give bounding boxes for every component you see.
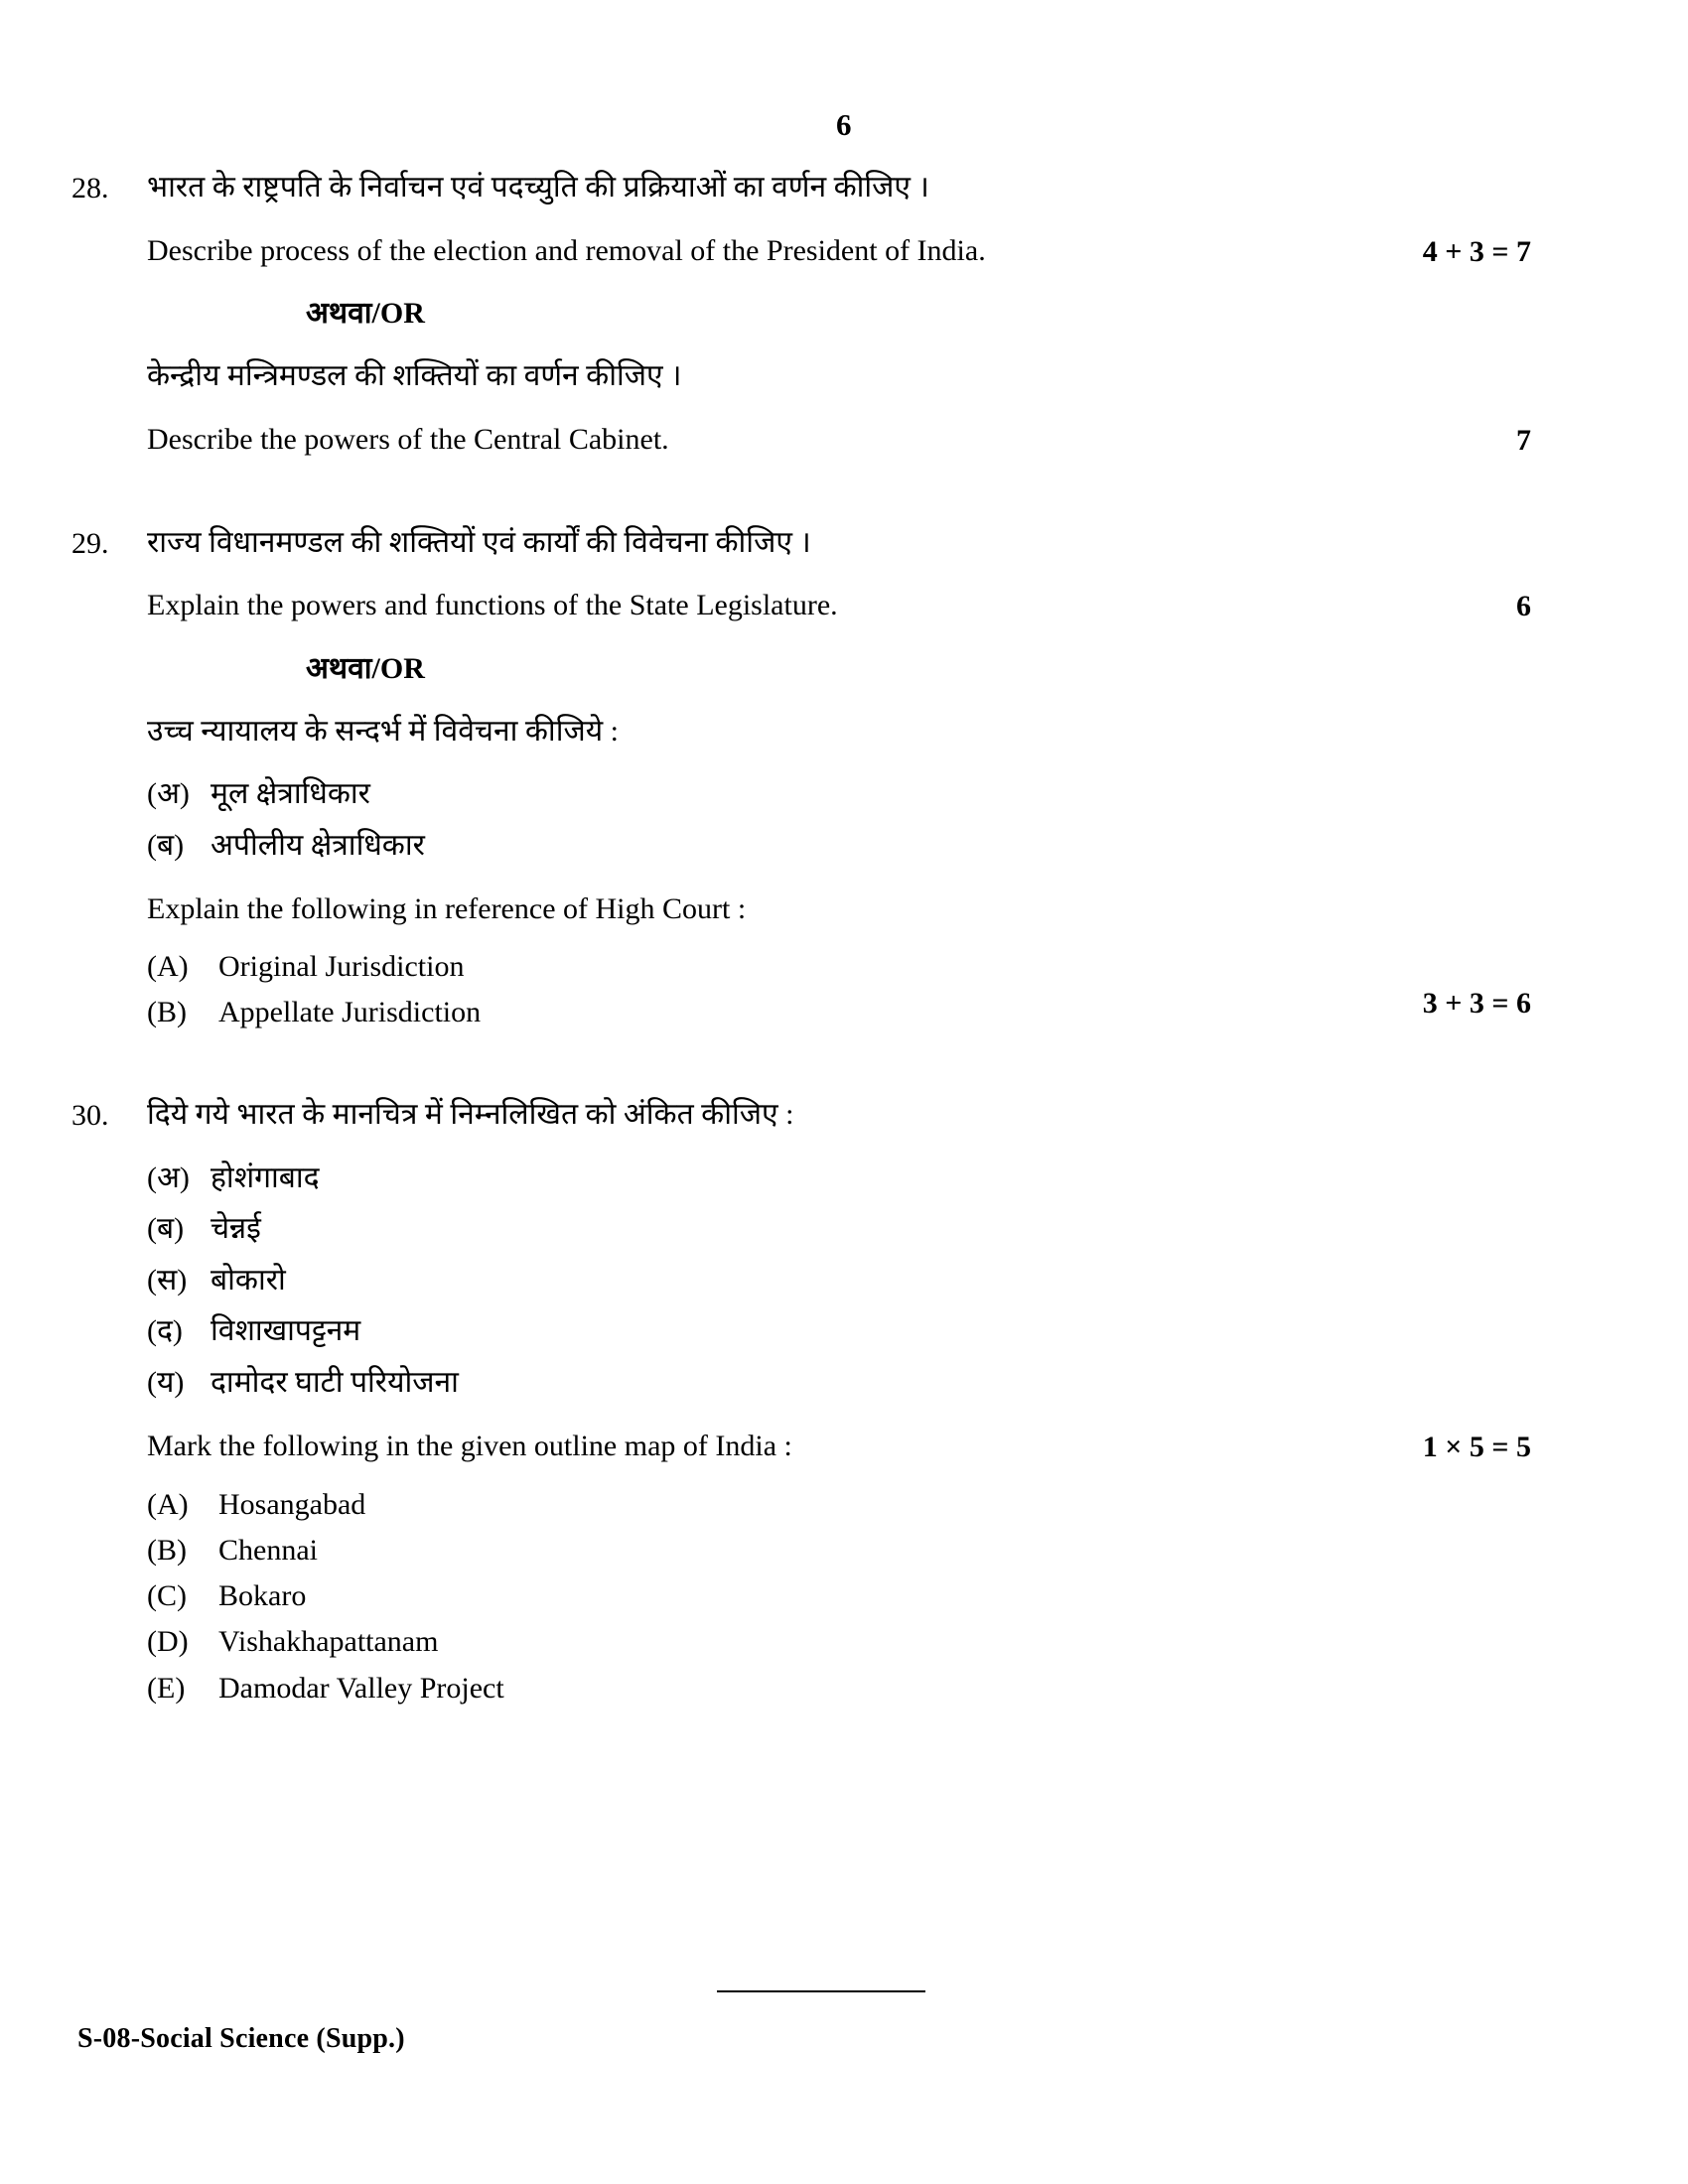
question-28-alt-hindi-text: केन्द्रीय मन्त्रिमण्डल की शक्तियों का वर्णन कीजिए । <box>147 358 682 392</box>
question-28-hindi-text: भारत के राष्ट्रपति के निर्वाचन एवं पदच्युति की प्रक्रियाओं का वर्णन कीजिए । <box>147 171 929 204</box>
sub-item-text: मूल क्षेत्राधिकार <box>211 777 370 811</box>
sub-item-text: होशंगाबाद <box>211 1160 320 1194</box>
sub-item-text: Chennai <box>218 1534 318 1567</box>
sub-item-text: Original Jurisdiction <box>218 949 465 983</box>
sub-item-label: (E) <box>147 1671 186 1705</box>
question-29-marks-blank <box>1342 522 1531 523</box>
list-item <box>147 987 1319 1032</box>
list-item <box>147 816 1319 868</box>
sub-item-label: (B) <box>147 1534 187 1567</box>
question-29 <box>71 522 1531 1032</box>
question-29-hindi-row <box>71 522 1531 565</box>
question-30-english-list-row <box>71 1479 1531 1708</box>
sub-item-label: (B) <box>147 995 187 1028</box>
question-28-alt-english-row <box>71 420 1531 461</box>
question-30-hindi-stem: दिये गये भारत के मानचित्र में निम्नलिखित को अंकित कीजिए : <box>147 1098 794 1132</box>
sub-item-text: Vishakhapattanam <box>218 1625 439 1659</box>
question-30-hindi-list <box>147 1149 1319 1405</box>
sub-item-label: (स) <box>147 1263 188 1297</box>
question-28-or-row <box>71 294 1531 334</box>
list-item <box>147 1353 1319 1405</box>
question-28-hindi-row <box>71 167 1531 209</box>
list-item <box>147 1663 1319 1708</box>
question-29-alt-hindi-list-row <box>71 764 1531 867</box>
question-29-hindi-text: राज्य विधानमण्डल की शक्तियों एवं कार्यों की विवेचना कीजिए । <box>147 525 811 559</box>
question-content <box>71 167 1531 1708</box>
question-29-alt-marks-value: 3 + 3 = 6 <box>1422 986 1531 1020</box>
question-30-english-stem-row <box>71 1427 1531 1467</box>
sub-item-label: (A) <box>147 949 189 983</box>
question-29-alt-hindi-list <box>147 764 1319 867</box>
sub-item-label: (ब) <box>147 828 185 862</box>
question-30-hindi-list-row <box>71 1149 1531 1405</box>
question-30-english-stem: Mark the following in the given outline map of India : <box>147 1429 792 1462</box>
sub-item-label: (A) <box>147 1487 189 1521</box>
question-29-alt-hindi-stem: उच्च न्यायालय के सन्दर्भ में विवेचना कीजिये : <box>147 714 619 748</box>
list-item <box>147 1301 1319 1353</box>
footer-paper-code: S-08-Social Science (Supp.) <box>77 2023 405 2054</box>
question-29-alt-english-list-row <box>71 941 1531 1032</box>
question-30-english-list <box>147 1479 1319 1708</box>
question-29-or-label: अथवा/OR <box>306 651 425 685</box>
sub-item-text: बोकारो <box>211 1263 286 1297</box>
question-28-english-text: Describe process of the election and removal of the President of India. <box>147 233 986 267</box>
list-item <box>147 764 1319 816</box>
list-item <box>147 1251 1319 1302</box>
sub-item-text: Bokaro <box>218 1579 307 1613</box>
question-30-marks: 1 × 5 = 5 <box>1422 1430 1531 1463</box>
question-29-alt-hindi-stem-row <box>71 711 1531 753</box>
question-28-number: 28. <box>71 172 109 205</box>
sub-item-label: (अ) <box>147 777 190 811</box>
question-30 <box>71 1094 1531 1708</box>
question-28-alt-marks-blank <box>1342 355 1531 356</box>
sub-item-label: (य) <box>147 1366 185 1400</box>
question-28-marks-blank <box>1342 167 1531 168</box>
question-28 <box>71 167 1531 461</box>
page-number: 6 <box>836 107 852 142</box>
list-item <box>147 1570 1319 1616</box>
question-29-alt-marks <box>1342 941 1531 1024</box>
question-30-number: 30. <box>71 1099 109 1133</box>
question-28-alt-hindi-row <box>71 355 1531 398</box>
sub-item-label: (ब) <box>147 1212 185 1246</box>
sub-item-text: Appellate Jurisdiction <box>218 995 482 1028</box>
sub-item-text: विशाखापट्टनम <box>211 1314 361 1348</box>
question-29-english-text: Explain the powers and functions of the State Legislature. <box>147 589 838 622</box>
list-item <box>147 1616 1319 1662</box>
list-item <box>147 1479 1319 1525</box>
question-28-alt-english-text: Describe the powers of the Central Cabinet. <box>147 422 669 456</box>
list-item <box>147 941 1319 987</box>
question-28-alt-marks: 7 <box>1516 423 1531 457</box>
question-29-marks: 6 <box>1516 590 1531 623</box>
sub-item-label: (द) <box>147 1314 183 1348</box>
sub-item-text: Hosangabad <box>218 1487 366 1521</box>
question-29-alt-english-list <box>147 941 1319 1032</box>
question-28-marks: 4 + 3 = 7 <box>1422 234 1531 268</box>
sub-item-text: दामोदर घाटी परियोजना <box>211 1366 459 1400</box>
list-item <box>147 1525 1319 1570</box>
question-29-alt-english-stem-row <box>71 889 1531 929</box>
sub-item-text: चेन्नई <box>211 1212 261 1246</box>
list-item <box>147 1199 1319 1251</box>
question-29-english-row <box>71 586 1531 626</box>
question-28-english-row <box>71 231 1531 272</box>
question-29-alt-english-stem: Explain the following in reference of High Court : <box>147 891 747 925</box>
sub-item-label: (अ) <box>147 1160 190 1194</box>
question-28-or-label: अथवा/OR <box>306 296 425 330</box>
question-29-or-row <box>71 649 1531 689</box>
sub-item-text: Damodar Valley Project <box>218 1671 504 1705</box>
list-item <box>147 1149 1319 1200</box>
footer-divider <box>717 1990 925 1992</box>
question-30-hindi-stem-row <box>71 1094 1531 1137</box>
sub-item-label: (C) <box>147 1579 187 1613</box>
sub-item-label: (D) <box>147 1625 189 1659</box>
question-29-number: 29. <box>71 526 109 560</box>
sub-item-text: अपीलीय क्षेत्राधिकार <box>211 828 425 862</box>
